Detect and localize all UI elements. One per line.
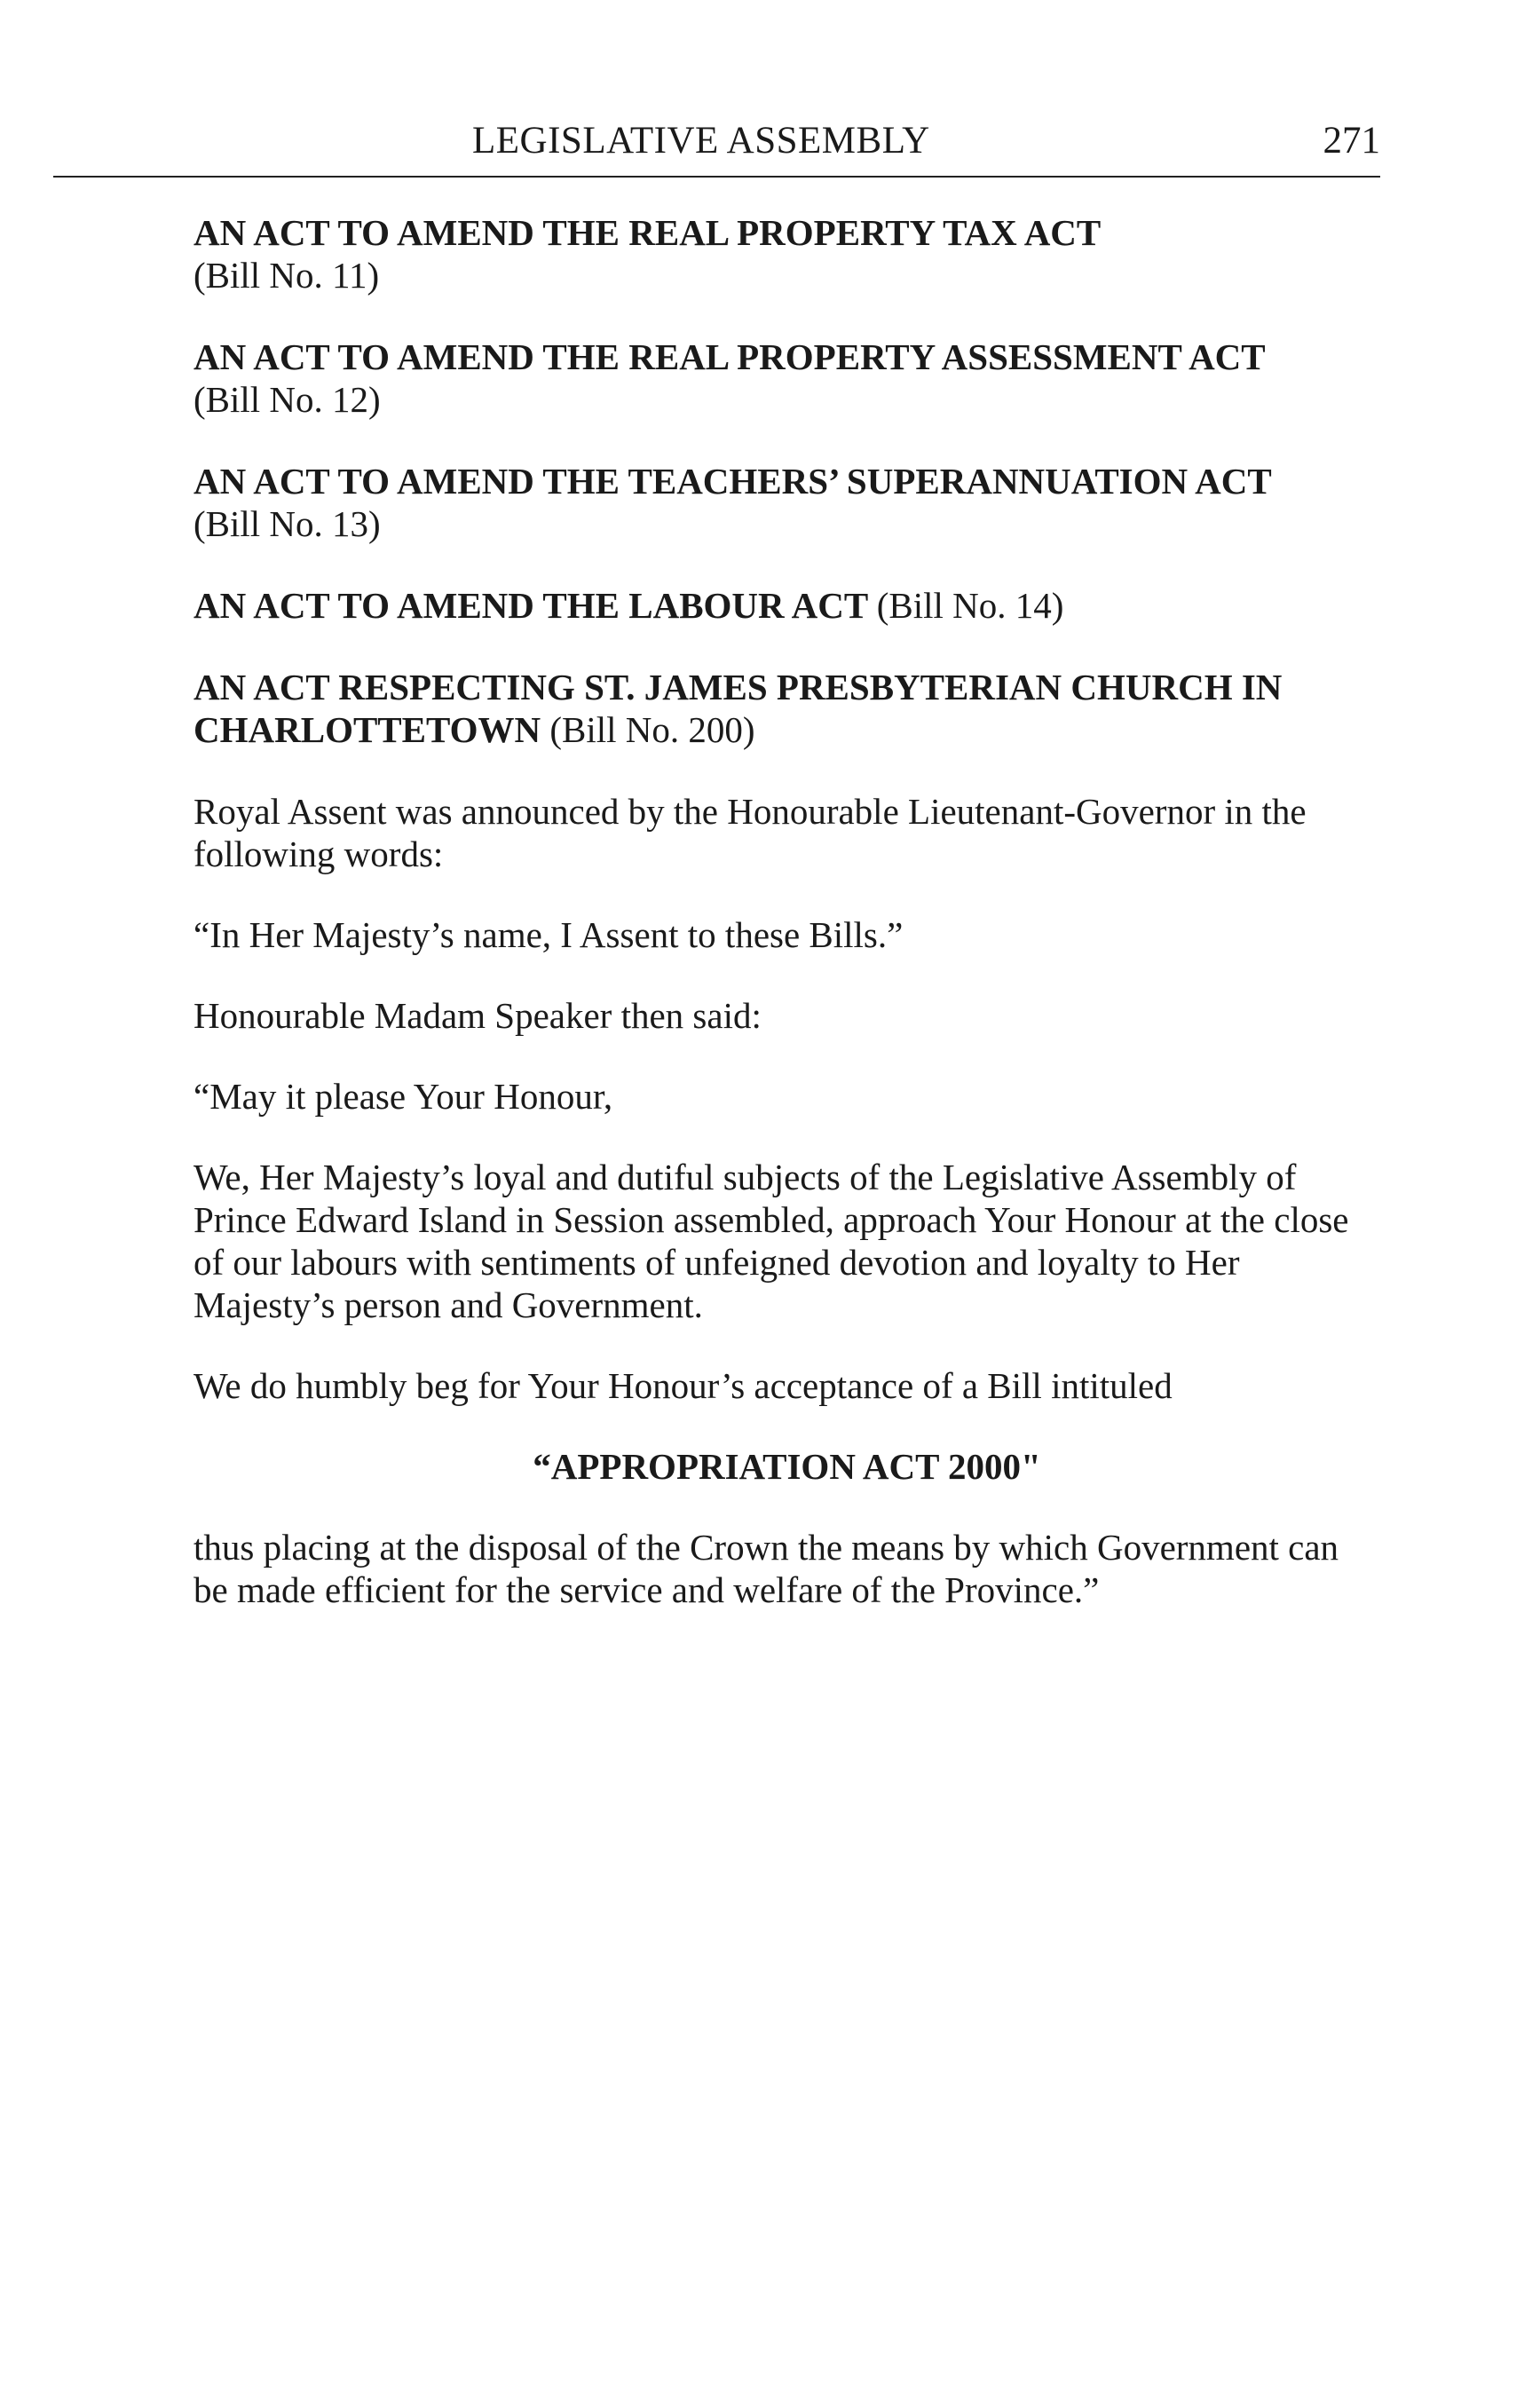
- bill-title: AN ACT TO AMEND THE REAL PROPERTY ASSESSMENT ACT: [193, 336, 1266, 377]
- royal-assent-paragraph: Royal Assent was announced by the Honourable Lieutenant-Governor in the following words:: [193, 791, 1307, 874]
- bill-entry-11: [193, 211, 1380, 296]
- bill-number: (Bill No. 14): [876, 585, 1064, 626]
- bill-entry-14: [193, 584, 1380, 627]
- closing-paragraph: thus placing at the disposal of the Crown the means by which Government can be made efficient for the service and welfare of the Province.”: [193, 1527, 1339, 1610]
- page-body: [193, 211, 1380, 1649]
- bill-number: (Bill No. 12): [193, 379, 381, 420]
- bill-entry-12: [193, 336, 1380, 421]
- assent-quote: “In Her Majesty’s name, I Assent to these Bills.”: [193, 914, 904, 955]
- page-header: [53, 114, 1380, 178]
- bill-number: (Bill No. 13): [193, 503, 381, 544]
- bill-title: AN ACT TO AMEND THE REAL PROPERTY TAX ACT: [193, 212, 1102, 253]
- page-number: 271: [1323, 120, 1380, 162]
- act-title: “APPROPRIATION ACT 2000": [533, 1446, 1041, 1487]
- running-head: LEGISLATIVE ASSEMBLY: [472, 120, 930, 162]
- loyalty-paragraph: We, Her Majesty’s loyal and dutiful subjects of the Legislative Assembly of Prince Edward Island in Session assembled, approach Your Honour at the close of our labours with sentiments of unfeigned devotion and loyalty to Her Majesty’s person and Government.: [193, 1157, 1349, 1325]
- address-salutation: “May it please Your Honour,: [193, 1076, 613, 1117]
- acceptance-paragraph: We do humbly beg for Your Honour’s acceptance of a Bill intituled: [193, 1365, 1173, 1406]
- bill-number: (Bill No. 200): [549, 709, 755, 750]
- speaker-statement: Honourable Madam Speaker then said:: [193, 995, 762, 1036]
- bill-number: (Bill No. 11): [193, 255, 380, 296]
- bill-entry-200: [193, 666, 1380, 751]
- bill-title: AN ACT RESPECTING ST. JAMES PRESBYTERIAN CHURCH IN CHARLOTTETOWN: [193, 667, 1283, 750]
- bill-title: AN ACT TO AMEND THE LABOUR ACT: [193, 585, 877, 626]
- bill-title: AN ACT TO AMEND THE TEACHERS’ SUPERANNUATION ACT: [193, 461, 1272, 502]
- bill-entry-13: [193, 460, 1380, 545]
